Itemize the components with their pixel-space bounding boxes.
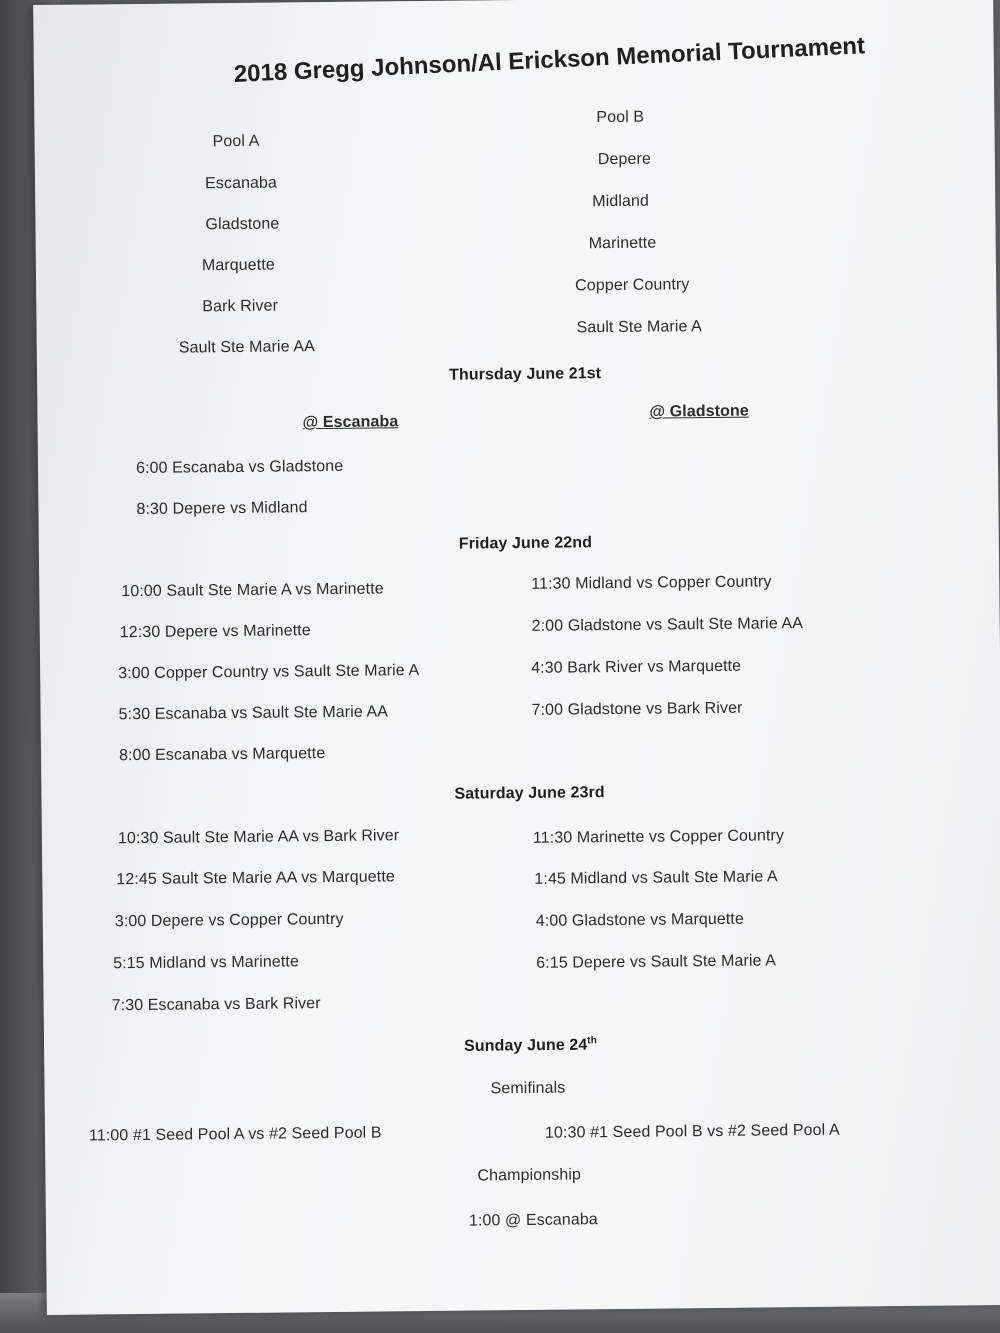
game-line: 7:30 Escanaba vs Bark River	[111, 995, 321, 1015]
sunday-heading	[464, 1035, 597, 1056]
sunday-heading-suffix: th	[587, 1035, 597, 1047]
game-line: 12:30 Depere vs Marinette	[119, 622, 311, 642]
pool-a-label: Pool A	[212, 132, 260, 151]
championship-time: 1:00 @ Escanaba	[468, 1211, 598, 1230]
game-line: 10:30 #1 Seed Pool B vs #2 Seed Pool A	[544, 1121, 840, 1142]
game-line: 8:00 Escanaba vs Marquette	[118, 745, 326, 765]
semifinals-label: Semifinals	[490, 1079, 566, 1098]
game-line: 5:15 Midland vs Marinette	[113, 953, 299, 973]
pool-b-team: Copper Country	[575, 276, 690, 295]
game-line: 7:00 Gladstone vs Bark River	[531, 699, 743, 719]
game-line: 1:45 Midland vs Sault Ste Marie A	[534, 868, 778, 888]
pool-a-team: Bark River	[202, 297, 279, 316]
venue-escanaba: @ Escanaba	[302, 413, 399, 432]
thursday-heading: Thursday June 21st	[448, 365, 602, 384]
pool-a-team: Escanaba	[204, 174, 278, 193]
game-line: 2:00 Gladstone vs Sault Ste Marie AA	[531, 615, 804, 635]
game-line: 3:00 Depere vs Copper Country	[114, 910, 344, 931]
tournament-title: 2018 Gregg Johnson/Al Erickson Memorial Tournament	[233, 32, 866, 88]
schedule-sheet	[33, 0, 1000, 1315]
game-line: 6:15 Depere vs Sault Ste Marie A	[536, 952, 777, 972]
game-line: 4:30 Bark River vs Marquette	[531, 657, 742, 677]
pool-a-team: Sault Ste Marie AA	[178, 338, 315, 357]
saturday-heading: Saturday June 23rd	[454, 784, 605, 803]
game-line: 10:00 Sault Ste Marie A vs Marinette	[121, 580, 384, 601]
championship-label: Championship	[477, 1166, 582, 1185]
pool-b-label: Pool B	[596, 108, 645, 127]
pool-b-team: Midland	[592, 192, 650, 211]
game-line: 5:30 Escanaba vs Sault Ste Marie AA	[118, 703, 389, 724]
game-line: 4:00 Gladstone vs Marquette	[535, 910, 745, 930]
friday-heading: Friday June 22nd	[458, 534, 593, 553]
game-line: 11:30 Marinette vs Copper Country	[532, 827, 785, 847]
game-line: 12:45 Sault Ste Marie AA vs Marquette	[116, 868, 395, 889]
pool-b-team: Depere	[597, 150, 651, 169]
pool-a-team: Gladstone	[205, 215, 280, 234]
game-line: 10:30 Sault Ste Marie AA vs Bark River	[117, 827, 400, 848]
game-line: 11:30 Midland vs Copper Country	[531, 573, 772, 593]
pool-a-team: Marquette	[201, 256, 275, 275]
game-line: 6:00 Escanaba vs Gladstone	[135, 457, 344, 478]
game-line: 11:00 #1 Seed Pool A vs #2 Seed Pool B	[88, 1124, 382, 1145]
sunday-heading-text: Sunday June 24	[464, 1036, 588, 1055]
venue-gladstone: @ Gladstone	[649, 402, 749, 421]
pool-b-team: Sault Ste Marie A	[576, 318, 702, 337]
pool-b-team: Marinette	[588, 234, 657, 253]
game-line: 8:30 Depere vs Midland	[136, 499, 308, 519]
game-line: 3:00 Copper Country vs Sault Ste Marie A	[118, 662, 420, 683]
